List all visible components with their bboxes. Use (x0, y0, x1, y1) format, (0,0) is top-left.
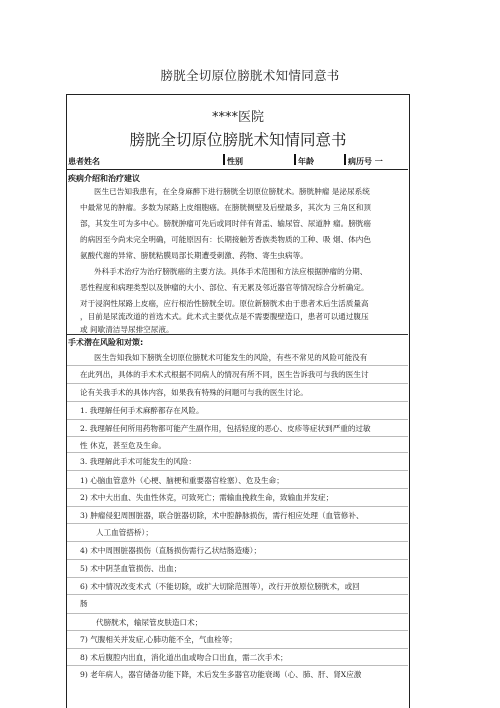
row-divider (67, 452, 408, 453)
row-divider (67, 523, 408, 524)
risk-line: 1. 我理解任何手术麻醉都存在风险。 (80, 406, 204, 415)
row-divider (67, 559, 408, 560)
risk-line: 1) 心脑血管意外（心梗、脑梗和重要器官栓塞）、危及生命； (80, 476, 284, 485)
row-divider (67, 648, 408, 649)
record-number-label: 病历号 一 (348, 157, 383, 166)
risk-section-heading: 手术潜在风险和对策: (68, 338, 144, 347)
document-title: 膀胱全切原位膀胱术知情同意书 (160, 68, 340, 83)
intro-line: 医生已告知我患有，在全身麻醉下进行膀胱全切原位膀胱术。膀胱肿瘤 是泌尿系统 (94, 187, 370, 196)
row-divider (67, 401, 408, 402)
risk-line: 5) 术中阴茎血管损伤、出血； (80, 564, 182, 573)
row-divider (67, 594, 408, 595)
sex-label: 性别 (227, 157, 243, 166)
patient-info-row (67, 154, 408, 170)
risk-line: 医生告知我如下膀胱全切原位膀胱术可能发生的风险，有些不常见的风险可能没有 (94, 353, 368, 362)
intro-line: 外科手术治疗为治疗膀胱癌的主要方法。具体手术范围和方法应根据肿瘤的分期、 (94, 267, 368, 276)
intro-line: 氨酸代谢的异常、膀胱粘膜局部长期遭受刺激、药物、寄生虫病等。 (80, 251, 308, 260)
row-divider (67, 365, 408, 366)
row-divider (67, 577, 408, 578)
row-divider (67, 383, 408, 384)
risk-line: 3. 我理解此手术可能发生的风险： (80, 457, 196, 466)
risk-line: 4) 术中周围脏器损伤（直肠损伤需行乙状结肠造瘘）； (80, 546, 262, 555)
intro-line: 的病因至今尚未完全明确，可能原因有：长期接触芳香族类物质的工种、吸 烟、体内色 (80, 235, 371, 244)
risk-line: 2. 我理解任何所用药物都可能产生副作用，包括轻度的恶心、皮疹等症状到严重的过敏 (80, 424, 371, 433)
risk-line: 人工血管搭桥）； (96, 528, 153, 537)
row-divider (67, 541, 408, 542)
row-divider (67, 488, 408, 489)
risk-line: 3) 肿瘤侵犯周围脏器，联合脏器切除，术中腔静脉损伤，需行相应处理（血管修补、 (80, 511, 364, 520)
row-divider (67, 630, 408, 631)
intro-line: 部，其发生可为多中心。膀胱肿瘤可先后或同时伴有肾盂、输尿管、尿道肿 瘤。膀胱癌 (80, 219, 371, 228)
intro-line: 恶性程度和病理类型以及肿瘤的大小、部位、有无累及邻近器官等情况综合分析确定。 (80, 283, 369, 292)
hospital-name: ****医院 (211, 110, 264, 125)
risk-line: 7) 气腹相关并发症,心肺功能不全，气血栓等； (80, 635, 237, 644)
field-divider (294, 154, 296, 165)
risk-line: 肠 (80, 599, 88, 608)
intro-line: ，目前是尿流改道的首选术式。此术式主要优点是不需要腹壁造口，患者可以通过腹压 (80, 312, 369, 321)
row-divider (67, 419, 408, 420)
intro-line: 中最常见的肿瘤。多数为尿路上皮细胞癌。在膀胱侧壁及后壁最多，其次为 三角区和顶 (80, 203, 371, 212)
section-divider (67, 334, 408, 335)
row-divider (67, 506, 408, 507)
field-divider (344, 154, 346, 165)
age-label: 年龄 (298, 157, 314, 166)
risk-line: 9) 老年病人，器官储备功能下降，术后发生多器官功能衰竭（心、肺、肝、肾X应激 (80, 670, 362, 679)
risk-line: 8) 术后腹腔内出血，消化道出血或吻合口出血，需二次手术； (80, 653, 288, 662)
row-divider (67, 470, 408, 471)
row-divider (67, 436, 408, 437)
risk-line: 论有关我手术的具体内容，如果我有特殊的问题可与我的医生讨论。 (80, 388, 308, 397)
risk-line: 在此列出，具体的手术术式根据不同病人的情况有所不同，医生告诉我可与我的医生讨 (80, 370, 369, 379)
risk-line: 性 休克，甚至危及生命。 (80, 441, 166, 450)
field-divider (223, 154, 225, 165)
intro-line: 或 间歇清洁导尿排空尿液。 (80, 325, 174, 334)
risk-line: 2) 术中大出血、失血性休克，可致死亡；需输血挽救生命，致输血并发症； (80, 493, 334, 502)
form-title: 膀胱全切原位膀胱术知情同意书 (129, 131, 347, 149)
risk-line: 6) 术中情况改变术式（不能切除，或扩大切除范围等），改行开放原位膀胱术，或回 (80, 582, 360, 591)
row-divider (67, 665, 408, 666)
row-divider (67, 613, 408, 614)
patient-name-label: 患者姓名 (68, 157, 100, 166)
risk-line: 代膀胱术，输尿管皮肤造口术； (96, 618, 203, 627)
intro-section-heading: 疾病介绍和治疗建议 (68, 174, 140, 183)
intro-line: 对于浸润性尿路上皮癌，应行根治性膀胱全切。原位新膀胱术由于患者术后生活质量高 (80, 299, 369, 308)
